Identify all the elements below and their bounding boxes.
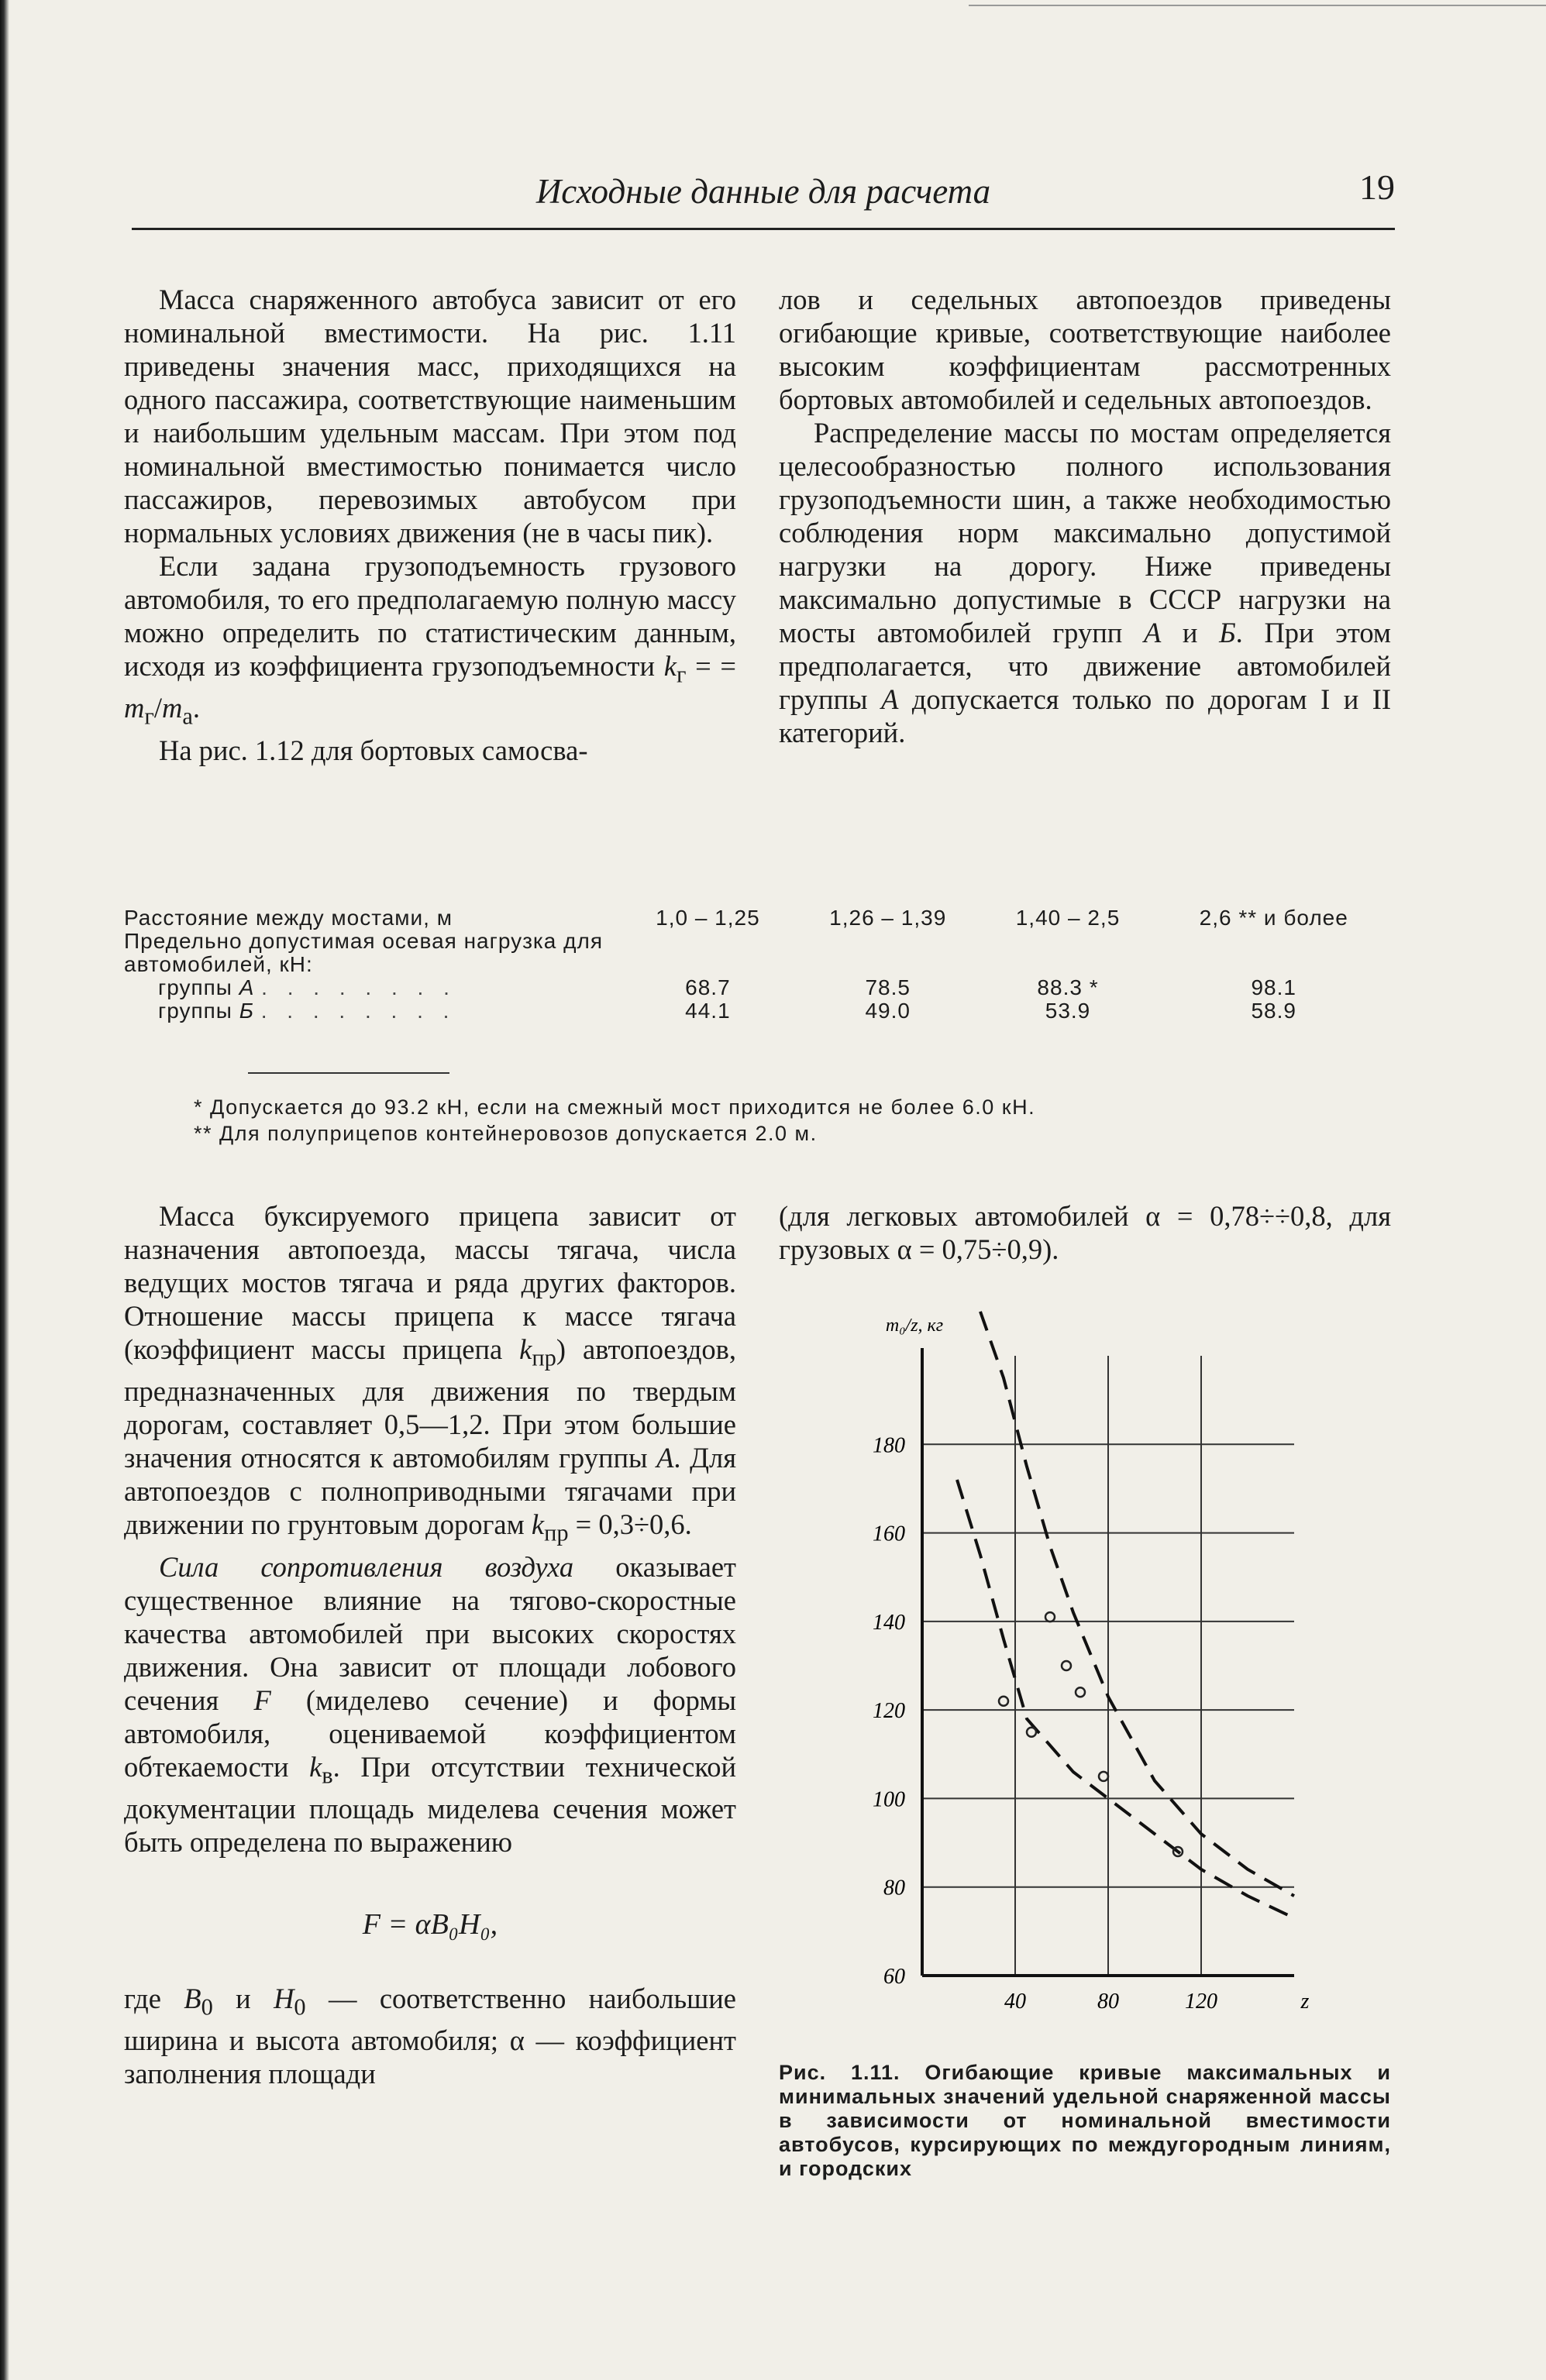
- table-cell: 53.9: [1045, 999, 1091, 1023]
- table-cell: 78.5: [865, 975, 911, 999]
- paragraph: Масса буксируемого прицепа зависит от назначения автопоезда, массы тягача, числа ведущих мостов тягача и ряда других факторов. Отношение массы прицепа к массе тягача (коэффициент массы прицепа $k_{пр}$) автопоездов, предназначенных для движения по твердым дорогам, составляет 0,5—1,2. При этом большие значения относятся к автомобилям группы А. Для автопоездов с полноприводными тягачами при движении по грунтовым дорогам $k_{пр} = 0,3\div 0,6$.: [124, 1200, 737, 1546]
- data-point: [1027, 1728, 1036, 1737]
- data-point: [1045, 1612, 1055, 1622]
- data-point: [1076, 1687, 1085, 1697]
- y-tick-label: 80: [883, 1876, 905, 1900]
- table-cell: 49.0: [865, 999, 911, 1023]
- mass-chart: [829, 1302, 1325, 2038]
- footnote: ** Для полуприцепов контейнеровозов допускается 2.0 м.: [194, 1122, 818, 1145]
- table-cell: 1,26 – 1,39: [829, 906, 947, 930]
- y-tick-label: 120: [873, 1699, 905, 1724]
- data-point: [1062, 1661, 1071, 1670]
- x-tick-label: 80: [1097, 1990, 1119, 2014]
- table-cell: 1,40 – 2,5: [1015, 906, 1121, 930]
- data-point: [999, 1697, 1008, 1706]
- header-rule: [132, 228, 1395, 230]
- paragraph: Распределение массы по мостам определяется целесообразностью полного использования грузоподъемности шин, а также необходимостью соблюдения норм максимально допустимой нагрузки на дорогу. Ниже приведены максимально допустимые в СССР нагрузки на мосты автомобилей групп А и Б. При этом предполагается, что движение автомобилей группы А допускается только по дорогам I и II категорий.: [779, 417, 1392, 748]
- table-cell: группы А . . . . . . . .: [158, 975, 456, 999]
- y-tick-label: 140: [873, 1610, 905, 1635]
- paragraph: где $B_0$ и $H_0$ — соответственно наибольшие ширина и высота автомобиля; α — коэффициент заполнения площади: [124, 1982, 736, 2090]
- x-axis-label: z: [1300, 1990, 1310, 2014]
- figure-1-11: [829, 1302, 1325, 2038]
- table-cell: 98.1: [1251, 975, 1296, 999]
- formula: F = αB₀H₀,: [362, 1907, 498, 1941]
- table-cell: 2,6 ** и более: [1199, 906, 1348, 930]
- y-tick-label: 60: [883, 1965, 905, 1989]
- page-top-edge: [969, 0, 1546, 6]
- text-column-2: [779, 283, 1391, 749]
- table-cell: 88.3 *: [1037, 975, 1099, 999]
- axle-load-table: [124, 906, 1395, 1023]
- paragraph: Если задана грузоподъемность грузового автомобиля, то его предполагаемую полную массу можно определить по статистическим данным, исходя из коэффициента грузоподъемности $k_г$ = = $m_г/m_а$.: [124, 550, 736, 730]
- page-number: 19: [1359, 167, 1395, 207]
- paragraph: (для легковых автомобилей α = 0,78÷÷0,8, для грузовых α = 0,75÷0,9).: [779, 1200, 1391, 1265]
- footnotes: [194, 1094, 1403, 1147]
- table-cell: 68.7: [685, 975, 731, 999]
- table-row: [124, 906, 1395, 930]
- x-tick-label: 40: [1004, 1990, 1026, 2014]
- footnote: * Допускается до 93.2 кН, если на смежный мост приходится не более 6.0 кН.: [194, 1095, 1036, 1119]
- table-cell: 1,0 – 1,25: [656, 906, 760, 930]
- paragraph: Масса снаряженного автобуса зависит от его номинальной вместимости. На рис. 1.11 приведены значения масс, приходящихся на одного пассажира, соответствующие наименьшим и наибольшим удельным массам. При этом под номинальной вместимостью понимается число пассажиров, перевозимых автобусом при нормальных условиях движения (не в часы пик).: [124, 284, 736, 549]
- table-cell: 58.9: [1251, 999, 1296, 1023]
- table-cell: группы Б . . . . . . . .: [158, 999, 456, 1023]
- table-row: [124, 976, 1395, 999]
- table-cell: Предельно допустимая осевая нагрузка для автомобилей, кН:: [124, 929, 603, 976]
- x-tick-label: 120: [1185, 1990, 1217, 2014]
- table-row: [124, 999, 1395, 1023]
- running-title: Исходные данные для расчета: [535, 172, 991, 211]
- paragraph: Сила сопротивления воздуха оказывает существенное влияние на тягово-скоростные качества автомобилей при высоких скоростях движения. Она зависит от площади лобового сечения F (миделево сечение) и формы автомобиля, оцениваемой коэффициентом обтекаемости $k_в$. При отсутствии технической документации площадь миделева сечения может быть определена по выражению: [124, 1550, 736, 1858]
- table-row: [124, 930, 1395, 976]
- page-scan-edge: [0, 0, 9, 2380]
- table-cell: Расстояние между мостами, м: [124, 906, 453, 930]
- text-column-3: [124, 1199, 736, 2090]
- paragraph: На рис. 1.12 для бортовых самосва-: [159, 734, 588, 766]
- paragraph: лов и седельных автопоездов приведены огибающие кривые, соответствующие наиболее высоким коэффициентам рассмотренных бортовых автомобилей и седельных автопоездов.: [779, 284, 1391, 415]
- y-axis-label: m₀/z, кг: [885, 1316, 944, 1336]
- page-header: [132, 167, 1395, 222]
- text-column-4: [779, 1199, 1391, 1266]
- y-tick-label: 180: [873, 1433, 905, 1458]
- data-point: [1099, 1772, 1108, 1781]
- text-column-1: [124, 283, 736, 767]
- figure-caption: Рис. 1.11. Огибающие кривые максимальных и минимальных значений удельной снаряженной массы в зависимости от номинальной вместимости автобусов, курсирующих по междугородным линиям, и городских: [779, 2061, 1391, 2180]
- y-tick-label: 160: [873, 1522, 905, 1546]
- y-tick-label: 100: [873, 1787, 905, 1812]
- series-line-upper: [980, 1312, 1294, 1896]
- footnote-rule: [248, 1072, 449, 1074]
- table-cell: 44.1: [685, 999, 731, 1023]
